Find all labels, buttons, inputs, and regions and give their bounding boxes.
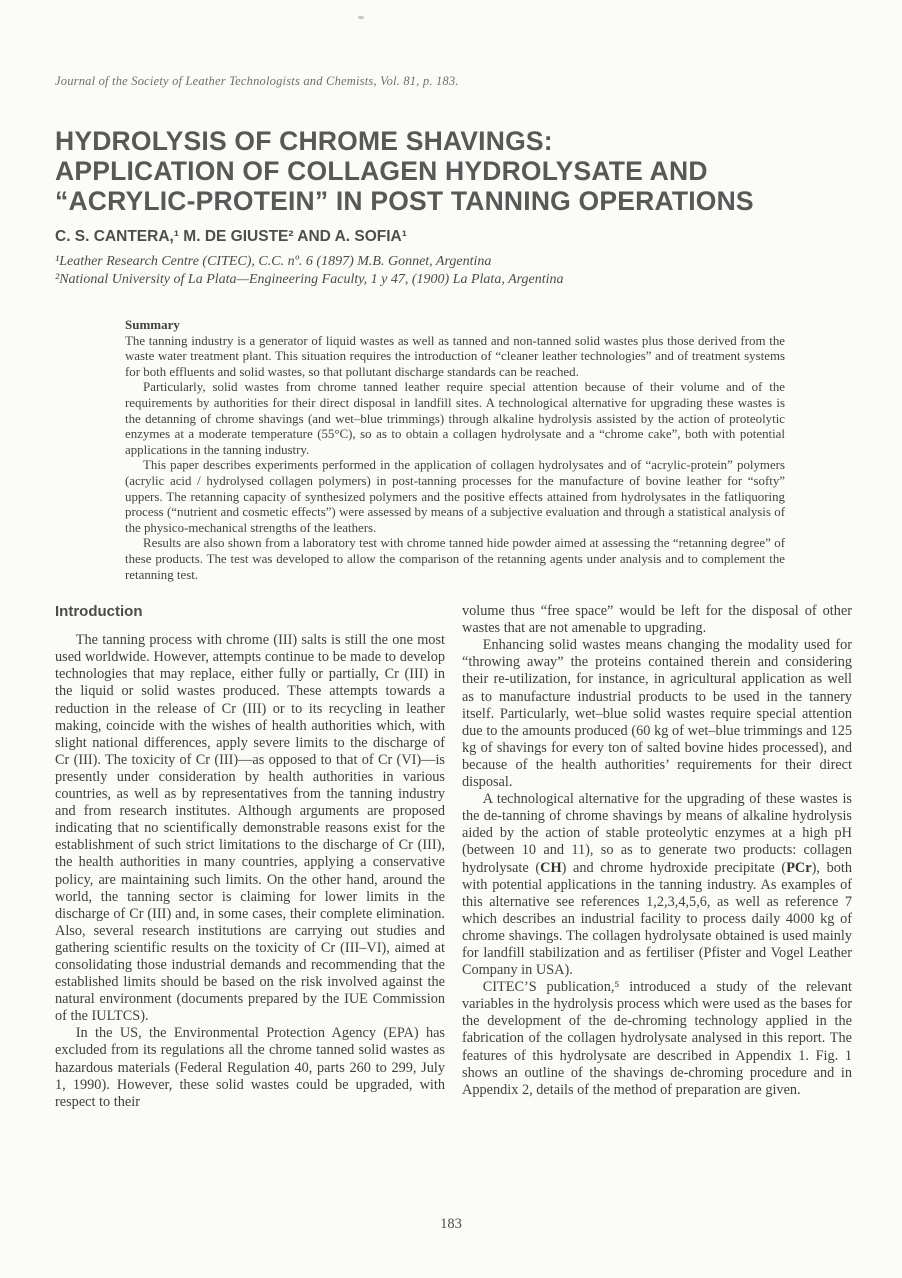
body-paragraph: CITEC’S publication,⁵ introduced a study of the relevant variables in the hydrolysis process which were used as the bases for the development of the de-chroming technology applied in the fabrication of the collagen hydrolysate analysed in this report. The features of this hydrolysate are described in Appendix 1. Fig. 1 shows an outline of the shavings de-chroming procedure and in Appendix 2, details of the method of preparation are given.: [462, 979, 852, 1098]
article-title: [55, 126, 852, 216]
article-title-line-2: APPLICATION OF COLLAGEN HYDROLYSATE AND: [55, 156, 708, 186]
left-column: [55, 603, 445, 1165]
affiliation-2: ²National University of La Plata—Engineering Faculty, 1 y 47, (1900) La Plata, Argentina: [55, 272, 564, 287]
summary-paragraph: This paper describes experiments performed in the application of collagen hydrolysates and of “acrylic-protein” polymers (acrylic acid / hydrolysed collagen polymers) in post-tanning processes for the manufacture of bovine leather for “softy” uppers. The retanning capacity of synthesized polymers and the positive effects attained from hydrolysates in the fatliquoring process (“nutrient and cosmetic effects”) were assessed by means of a subjective evaluation and through a statistical analysis of the physico-mechanical strengths of the leathers.: [125, 458, 785, 535]
running-head: Journal of the Society of Leather Technologists and Chemists, Vol. 81, p. 183.: [55, 74, 459, 88]
text-segment: ) and chrome hydroxide precipitate (: [561, 859, 787, 876]
scan-artifact: [358, 16, 364, 19]
body-paragraph: Enhancing solid wastes means changing the modality used for “throwing away” the proteins contained therein and considering their re-utilization, for instance, in agricultural application as well as to manufacture industrial products to be used in the tannery itself. Particularly, wet–blue solid wastes require special attention due to the amounts produced (60 kg of wet–blue trimmings and 125 kg of shavings for every ton of salted bovine hides processed), and because of the health authorities’ requirements for their direct disposal.: [462, 637, 852, 791]
abbreviation-ch: CH: [540, 859, 562, 876]
two-column-body: [55, 603, 852, 1165]
introduction-heading: Introduction: [55, 603, 143, 621]
affiliation-1: ¹Leather Research Centre (CITEC), C.C. nº. 6 (1897) M.B. Gonnet, Argentina: [55, 254, 492, 269]
body-paragraph: The tanning process with chrome (III) salts is still the one most used worldwide. However, attempts continue to be made to develop technologies that may replace, either fully or partially, Cr (III) in the liquid or solid wastes produced. These attempts towards a reduction in the release of Cr (III) or to its recycling in leather making, coincide with the wishes of health authorities which, with slight national differences, apply severe limits to the discharge of Cr (III). The toxicity of Cr (III)—as opposed to that of Cr (VI)—is presently under consideration by health authorities in various countries, as well as by representatives from the tanning industry and from research institutes. Although arguments are proposed indicating that no scientifically demonstrable reasons exist for the establishment of such strict limitations to the discharge of Cr (III), the health authorities in many countries, applying a conservative policy, are maintaining such limits. On the other hand, around the world, the tanning sector is claiming for lower limits in the discharge of Cr (III) and, in some cases, their complete elimination. Also, several research institutions are carrying out studies and gathering scientific results on the toxicity of Cr (III–VI), aimed at consolidating those industrial demands and recommending that the established limits should be based on the risk involved against the natural environment (documents prepared by the IUE Commission of the IULTCS).: [55, 632, 445, 1025]
article-title-line-1: HYDROLYSIS OF CHROME SHAVINGS:: [55, 126, 553, 156]
summary-paragraph: The tanning industry is a generator of liquid wastes as well as tanned and non-tanned solid wastes plus those derived from the waste water treatment plant. This situation requires the introduction of “cleaner leather technologies” and of treatment systems for both effluents and solid wastes, so that pollutant discharge standards can be reached.: [125, 333, 785, 379]
affiliations: [55, 253, 852, 289]
summary-paragraph: Results are also shown from a laboratory test with chrome tanned hide powder aimed at assessing the “retanning degree” of these products. The test was developed to allow the comparison of the retanning agents under analysis and to complement the retanning test.: [125, 536, 785, 582]
page-number: 183: [440, 1216, 462, 1232]
summary-section: [125, 317, 785, 583]
body-paragraph: [462, 791, 852, 979]
abbreviation-pcr: PCr: [786, 859, 812, 876]
text-segment: A technological alternative for the upgrading of these wastes is the de-tanning of chrome shavings by means of alkaline hydrolysis aided by the action of stable proteolytic enzymes at a high pH (between 10 and 11), so as to generate two products: collagen hydrolysate (: [462, 791, 852, 876]
summary-paragraph: Particularly, solid wastes from chrome tanned leather require special attention because of their volume and of the requirements by authorities for their direct disposal in landfill sites. A technological alternative for upgrading these wastes is the detanning of chrome shavings (and wet–blue trimmings) through alkaline hydrolysis assisted by the action of proteolytic enzymes at a moderate temperature (55°C), so as to obtain a collagen hydrolysate and a “chrome cake”, both with potential applications in the tanning industry.: [125, 380, 785, 457]
text-segment: ), both with potential applications in the tanning industry. As examples of this alternative see references 1,2,3,4,5,6, as well as reference 7 which describes an industrial facility to process daily 4000 kg of chrome shavings. The collagen hydrolysate obtained is used mainly for landfill stabilization and as fertiliser (Pfister and Vogel Leather Company in USA).: [462, 859, 852, 979]
authors-line: C. S. CANTERA,¹ M. DE GIUSTE² AND A. SOFIA¹: [55, 228, 407, 245]
summary-heading: Summary: [125, 317, 180, 332]
article-title-line-3: “ACRYLIC-PROTEIN” IN POST TANNING OPERATIONS: [55, 186, 754, 216]
body-paragraph: volume thus “free space” would be left for the disposal of other wastes that are not amenable to upgrading.: [462, 603, 852, 637]
body-paragraph: In the US, the Environmental Protection Agency (EPA) has excluded from its regulations all the chrome tanned solid wastes as hazardous materials (Federal Regulation 40, parts 260 to 299, July 1, 1990). However, these solid wastes could be upgraded, with respect to their: [55, 1025, 445, 1110]
right-column: [462, 603, 852, 1165]
